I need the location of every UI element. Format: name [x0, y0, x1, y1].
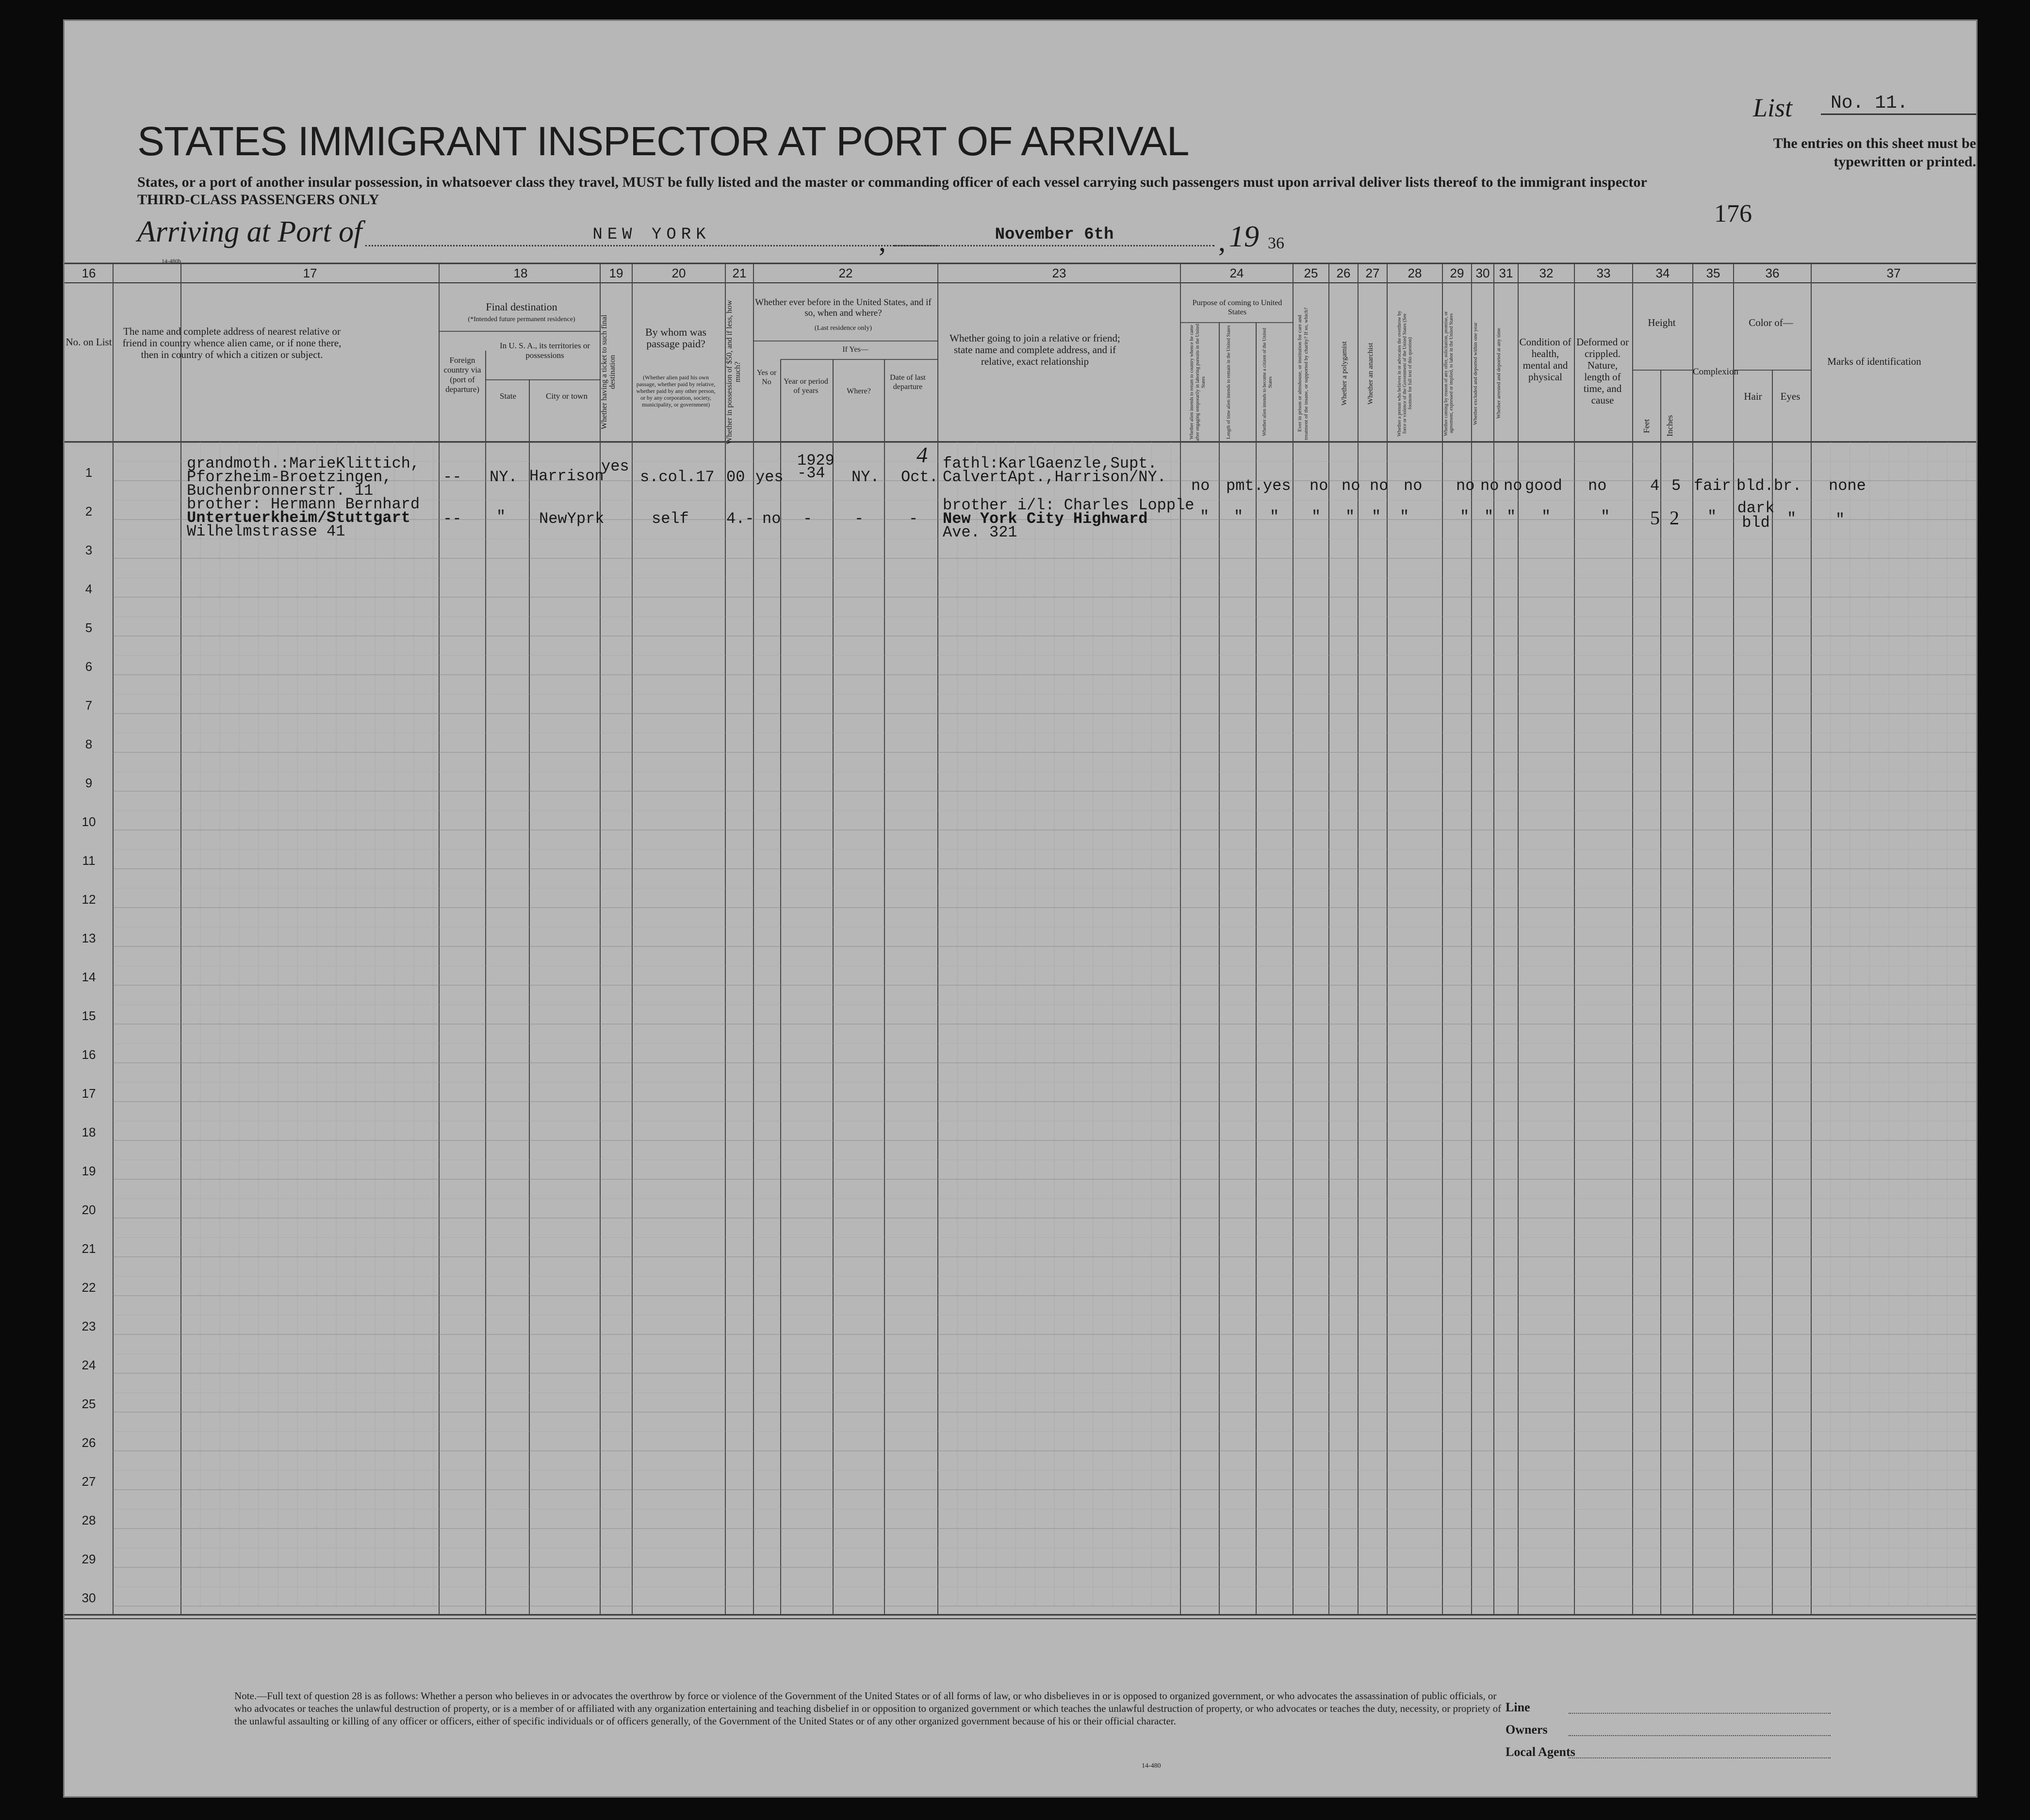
row1-anarchist: no — [1370, 477, 1389, 495]
column-number: 32 — [1539, 266, 1554, 280]
row2-join-line1: brother i/l: Charles Lopple — [943, 496, 1195, 514]
row1-q31: no — [1504, 477, 1522, 495]
row-number: 18 — [82, 1125, 96, 1139]
column-number: 33 — [1596, 266, 1611, 280]
column-number: 30 — [1475, 266, 1490, 280]
row1-join-line2: CalvertApt.,Harrison/NY. — [943, 468, 1166, 486]
row2-year: - — [803, 510, 813, 528]
row1-complexion: fair — [1694, 477, 1731, 495]
row1-marks: none — [1829, 477, 1866, 495]
row-number: 7 — [85, 698, 93, 713]
line-signature-line — [1569, 1713, 1831, 1714]
header-q29: Whether coming by reason of any offer, solicitation, promise, or agreement, expressed or implied, to labor in the United States — [1443, 311, 1454, 436]
row-number: 12 — [82, 892, 96, 907]
header-feet: Feet — [1642, 419, 1651, 433]
row-number: 15 — [82, 1008, 96, 1023]
row-number: 24 — [82, 1358, 96, 1372]
row-number: 9 — [85, 776, 93, 790]
row1-q28: no — [1404, 477, 1423, 495]
row-number: 19 — [82, 1164, 96, 1178]
row2-feet: 5 — [1650, 507, 1660, 529]
column-number: 17 — [303, 266, 317, 280]
year-suffix: 36 — [1268, 234, 1284, 252]
header-final-destination-note: (*Intended future permanent residence) — [468, 316, 575, 323]
list-number: No. 11. — [1821, 93, 1978, 115]
row2-where: - — [854, 510, 864, 528]
column-number: 36 — [1765, 266, 1780, 280]
row2-hair: dark bld — [1737, 499, 1775, 532]
row2-purpose-c: " — [1270, 508, 1279, 526]
date-field: November 6th — [894, 226, 1214, 246]
manifest-sheet: List No. 11. The entries on this sheet must be typewritten or printed. 176 STATES IMMIGRANT INSPECTOR AT PORT OF ARRIVAL States, or a port of another insular possession, in whatsoever class they travel, MUST be fully listed and the master or commanding officer of each vessel carrying such passengers must upon arrival deliver lists thereof to the immigrant inspector THIRD-CLASS PASSENGERS ONLY Arriving at Port of NEW YORK , November 6th , 19 36 14-480b 16 17 18 19 20 21 22 23 24 25 26 27 28 29 30 31 32 33 34 35 36 37 No. on List The name and complete address of nearest relative or friend in country whence alien came, or if none there, then in country of which a citizen or subject. Final destination (*Intended future permanent residence) Foreign country via (port of departure) In U. S. A., its territories or possessions State City or town Whether having a ticket to such final destination By whom was passage paid? (Whether alien paid his own passage, whether paid by relative, whether paid by any other person, or by any corporation, society, municipality, or government) Whether in possession of $50, and if less, how much? Whether ever before in the United States, and if so, when and where? (Last residence only) Yes or No If Yes— Year or period of years Where? Date of last departure Whether going to join a relative or friend; state name and complete address, and if relative, exact relationship Purpose of coming to United States Whether alien intends to return to country whence he came after engaging temporarily in laboring pursuits in the United States Length of time alien intends to remain in the United States Whether alien intends to become a citizen of the United States Ever in prison or almshouse, or institution for care and treatment of the insane, or supported by charity? If so, which? Whether a polygamist Whether an anarchist Whether a person who believes in or advocates the overthrow by force or violence of the Government of the United States (See footnote for full text of this question) Whether coming by reason of any offer, solicitation, promise, or agreement, expressed or implied, to labor in the United States Whether excluded and deported within one year Whether arrested and deported at any time Condition of health, mental and physical Deformed or crippled. Nature, length of time, and cause Height Feet Inches Complexion Color of— Hair Eyes Marks of identification 1 2 3 4 5 6 7 8 9 10 11 12 13 14 15 16 17 18 19 20 21 22 23 24 25 26 27 28 29 30 grandmoth.:MarieKlittich, Pforzheim-Broetzingen, Buchenbronnerstr. 11 -- NY. Harrison yes s.col.17 00 yes 1929 -34 NY. 4 Oct. fathl:KarlGaenzle,Supt. CalvertApt.,Harrison/NY. no pmt. yes no no no no no no no good no 4 5 fair bld.br. none brother: Hermann Bernhard Untertuerkheim/Stuttgart Wilhelmstrasse 41 -- " NewYprk self 4.- no - - - brother i/l: Charles Lopple New York City Highward Ave. 321 " " " " " " " " " " " " 5 2 " dark bld " " Note.—Full text of question 28 is as follows: Whether a person who believes in or advocates the overthrow by force or violence of the Government of the United States or of all forms of law, or who disbelieves in or is opposed to organized government, or who advocates the assassination of public officials, or who advocates or teaches the unlawful destruction of property, or is a member of or affiliated with any organization entertaining and teaching disbelief in or opposition to organized government or which teaches the unlawful destruction of property, or who advocates or teaches the duty, necessity, or propriety of the unlawful assaulting or killing of any officer or officers, either of specific individuals or of officers generally, of the Government of the United States or of any other organized government because of his or their official character. 14-480 Line Owners Local Agents — [63, 19, 1978, 1798]
owners-label: Owners — [1506, 1722, 1548, 1737]
header-state: State — [500, 391, 516, 401]
row2-purpose-a: " — [1200, 508, 1210, 526]
row1-paid-by: s.col.17 — [640, 468, 715, 486]
header-usa: In U. S. A., its territories or possessions — [499, 341, 590, 360]
row-number: 17 — [82, 1086, 96, 1101]
column-number: 18 — [513, 266, 528, 280]
header-city: City or town — [546, 391, 588, 401]
row-number: 3 — [85, 543, 93, 557]
column-number: 21 — [732, 266, 747, 280]
header-inches: Inches — [1665, 415, 1674, 437]
row1-health: good — [1525, 477, 1562, 495]
row1-foreign: -- — [443, 468, 462, 486]
row-number: 16 — [82, 1047, 96, 1062]
row1-hair: bld.br. — [1736, 477, 1802, 495]
form-number: 14-480 — [1142, 1762, 1161, 1770]
column-number: 29 — [1450, 266, 1464, 280]
header-purpose-a: Whether alien intends to return to country whence he came after engaging temporarily in laboring pursuits in the United States — [1189, 324, 1206, 441]
header-anarchist: Whether an anarchist — [1367, 342, 1375, 405]
row-number: 10 — [82, 814, 96, 829]
header-q31: Whether arrested and deported at any time — [1496, 328, 1502, 419]
row1-departure-note: 4 — [917, 442, 928, 467]
row-number: 25 — [82, 1397, 96, 1411]
row-number: 8 — [85, 737, 93, 751]
row1-relative-line1: grandmoth.:MarieKlittich, — [187, 455, 420, 472]
header-hair: Hair — [1744, 390, 1762, 402]
header-q30: Whether excluded and deported within one year — [1473, 322, 1478, 425]
row2-foreign: -- — [443, 510, 462, 528]
header-possession-50: Whether in possession of $50, and if less, how much? — [725, 300, 742, 444]
row1-purpose-a: no — [1191, 477, 1210, 495]
row2-city: NewYprk — [539, 510, 605, 528]
header-purpose-b: Length of time alien intends to remain in the United States — [1226, 325, 1231, 439]
row-number: 23 — [82, 1319, 96, 1333]
row-number: 26 — [82, 1435, 96, 1450]
row-number: 21 — [82, 1241, 96, 1256]
row-number: 27 — [82, 1474, 96, 1489]
row2-state: " — [496, 508, 506, 526]
row2-prison: " — [1311, 508, 1321, 526]
row1-prison: no — [1310, 477, 1328, 495]
row1-ticket: yes — [601, 457, 629, 475]
header-no-on-list: No. on List — [65, 336, 112, 348]
header-color-of: Color of— — [1749, 317, 1793, 328]
header-deformed: Deformed or crippled. Nature, length of time, and cause — [1576, 336, 1629, 406]
header-yes-no: Yes or No — [756, 369, 777, 386]
row1-year: 1929 — [797, 452, 835, 470]
row2-q31: " — [1506, 508, 1516, 526]
header-purpose-c: Whether alien intends to become a citizen of the United States — [1262, 328, 1273, 437]
row2-q29: " — [1460, 508, 1470, 526]
header-polygamist: Whether a polygamist — [1341, 341, 1348, 406]
row-number: 4 — [85, 582, 93, 596]
passenger-class: THIRD-CLASS PASSENGERS ONLY — [137, 192, 379, 208]
local-agents-label: Local Agents — [1506, 1745, 1575, 1759]
row2-complexion: " — [1707, 508, 1717, 526]
row2-relative-line1: brother: Hermann Bernhard — [187, 495, 420, 513]
row1-year2: -34 — [797, 464, 825, 482]
row-number: 2 — [85, 504, 93, 519]
header-join-relative: Whether going to join a relative or friend; state name and complete address, and if relative, exact relationship — [950, 332, 1120, 367]
port-field: NEW YORK — [365, 226, 938, 246]
header-date-departure: Date of last departure — [890, 374, 926, 391]
row1-inches: 5 — [1671, 477, 1681, 495]
row2-q28: " — [1400, 508, 1409, 526]
agents-signature-line — [1569, 1757, 1831, 1758]
column-number: 25 — [1304, 266, 1318, 280]
row1-before: yes — [755, 468, 784, 486]
column-number: 26 — [1336, 266, 1351, 280]
header-where: Where? — [847, 387, 871, 395]
column-number: 31 — [1499, 266, 1513, 280]
table-grid — [65, 21, 1976, 1796]
row2-relative-line3: Wilhelmstrasse 41 — [187, 522, 345, 540]
row1-money: 00 — [726, 468, 745, 486]
row1-q30: no — [1480, 477, 1499, 495]
row1-deformed: no — [1588, 477, 1607, 495]
line-label: Line — [1506, 1700, 1530, 1714]
row2-join-line3: Ave. 321 — [943, 523, 1017, 541]
row2-deformed: " — [1601, 508, 1610, 526]
page-subtitle: States, or a port of another insular possession, in whatsoever class they travel, MUST be fully listed and the master or commanding officer of each vessel carrying such passengers must upon arrival deliver lists thereof to the immigrant inspector — [137, 174, 1647, 190]
row2-q30: " — [1484, 508, 1494, 526]
row2-health: " — [1541, 508, 1551, 526]
row1-join-line1: fathl:KarlGaenzle,Supt. — [943, 455, 1157, 472]
column-number: 34 — [1655, 266, 1670, 280]
column-number: 24 — [1229, 266, 1244, 280]
header-q28: Whether a person who believes in or advocates the overthrow by force or violence of the Government of the United States (See footnote for full text of this question) — [1397, 310, 1413, 437]
column-number: 23 — [1052, 266, 1066, 280]
header-if-yes: If Yes— — [842, 345, 868, 354]
row2-money: 4.- — [726, 510, 754, 528]
row1-purpose-c: yes — [1263, 477, 1291, 495]
header-foreign-country: Foreign country via (port of departure) — [443, 356, 481, 394]
row2-departure: - — [909, 510, 918, 528]
row2-anarchist: " — [1372, 508, 1381, 526]
header-prison: Ever in prison or almshouse, or institution for care and treatment of the insane, or supported by charity? If so, which? — [1297, 307, 1309, 440]
row1-polygamist: no — [1342, 477, 1360, 495]
row1-where: NY. — [851, 468, 880, 486]
header-relative-address: The name and complete address of nearest relative or friend in country whence alien came, or if none there, then in country of which a citizen or subject. — [122, 325, 342, 360]
header-eyes: Eyes — [1780, 390, 1801, 402]
page-title: STATES IMMIGRANT INSPECTOR AT PORT OF ARRIVAL — [137, 118, 1189, 164]
row1-state: NY. — [490, 468, 518, 486]
row-number: 22 — [82, 1280, 96, 1295]
row-number: 1 — [85, 465, 93, 480]
typewritten-note: The entries on this sheet must be typewritten or printed. — [1773, 135, 1976, 170]
column-number: 20 — [671, 266, 686, 280]
column-number: 37 — [1886, 266, 1901, 280]
row-number: 11 — [82, 853, 96, 868]
footnote-q28: Note.—Full text of question 28 is as follows: Whether a person who believes in or advocates the overthrow by force or violence of the Government of the United States or of all forms of law, or who disbelieves in or is opposed to organized government, or who advocates the assassination of public officials, or who advocates or teaches the unlawful destruction of property, or is a member of or affiliated with any organization entertaining and teaching disbelief in or opposition to organized government or which teaches the unlawful destruction of property, or who advocates or teaches the duty, necessity, or propriety of the unlawful assaulting or killing of any officer or officers, either of specific individuals or of officers generally, of the Government of the United States or of any other organized government because of his or their official character. — [234, 1690, 1502, 1727]
row-number: 6 — [85, 659, 93, 674]
row1-feet: 4 — [1650, 477, 1660, 495]
column-number: 16 — [82, 266, 96, 280]
header-condition: Condition of health, mental and physical — [1519, 336, 1572, 383]
column-number: 27 — [1365, 266, 1380, 280]
row1-q29: no — [1456, 477, 1475, 495]
header-height: Height — [1648, 317, 1676, 328]
header-marks: Marks of identification — [1827, 356, 1921, 367]
row2-join-line2: New York City Highward — [943, 510, 1148, 528]
header-year-period: Year or period of years — [784, 377, 828, 395]
row1-relative-line2: Pforzheim-Broetzingen, — [187, 468, 392, 486]
row-number: 29 — [82, 1552, 96, 1566]
column-number: 19 — [609, 266, 623, 280]
row2-purpose-b: " — [1234, 508, 1244, 526]
row2-before: no — [762, 510, 781, 528]
row-number: 5 — [85, 620, 93, 635]
row2-eyes: " — [1787, 510, 1797, 528]
row2-polygamist: " — [1345, 508, 1355, 526]
list-label: List — [1753, 93, 1793, 122]
page-number: 176 — [1714, 200, 1752, 228]
header-final-destination: Final destination — [486, 301, 557, 313]
year-prefix: 19 — [1229, 220, 1259, 253]
row-number: 14 — [82, 970, 96, 984]
header-passage-paid: By whom was passage paid? — [645, 326, 706, 350]
form-code: 14-480b — [162, 258, 181, 264]
owners-signature-line — [1569, 1735, 1831, 1736]
arrival-label: Arriving at Port of — [137, 215, 362, 248]
row2-marks: " — [1835, 511, 1845, 529]
header-purpose: Purpose of coming to United States — [1192, 299, 1282, 316]
row2-inches: 2 — [1670, 507, 1679, 529]
row2-paid-by: self — [652, 510, 689, 528]
header-passage-note: (Whether alien paid his own passage, whether paid by relative, whether paid by any other person, or by any corporation, society, municipality, or government) — [636, 374, 716, 408]
column-number: 22 — [838, 266, 853, 280]
column-number: 35 — [1706, 266, 1720, 280]
row-number: 28 — [82, 1513, 96, 1528]
row-number: 20 — [82, 1202, 96, 1217]
row1-city: Harrison — [529, 467, 604, 485]
row2-relative-line2: Untertuerkheim/Stuttgart — [187, 509, 410, 527]
header-last-residence: (Last residence only) — [814, 325, 872, 332]
column-number: 28 — [1408, 266, 1422, 280]
row1-relative-line3: Buchenbronnerstr. 11 — [187, 482, 374, 500]
row-number: 13 — [82, 931, 96, 945]
header-before-us: Whether ever before in the United States, and if so, when and where? — [755, 297, 932, 318]
row1-departure: Oct. — [901, 468, 938, 486]
header-complexion: Complexion — [1693, 367, 1738, 377]
row1-purpose-b: pmt. — [1226, 477, 1263, 495]
header-ticket: Whether having a ticket to such final destination — [600, 314, 617, 430]
row-number: 30 — [82, 1591, 96, 1605]
